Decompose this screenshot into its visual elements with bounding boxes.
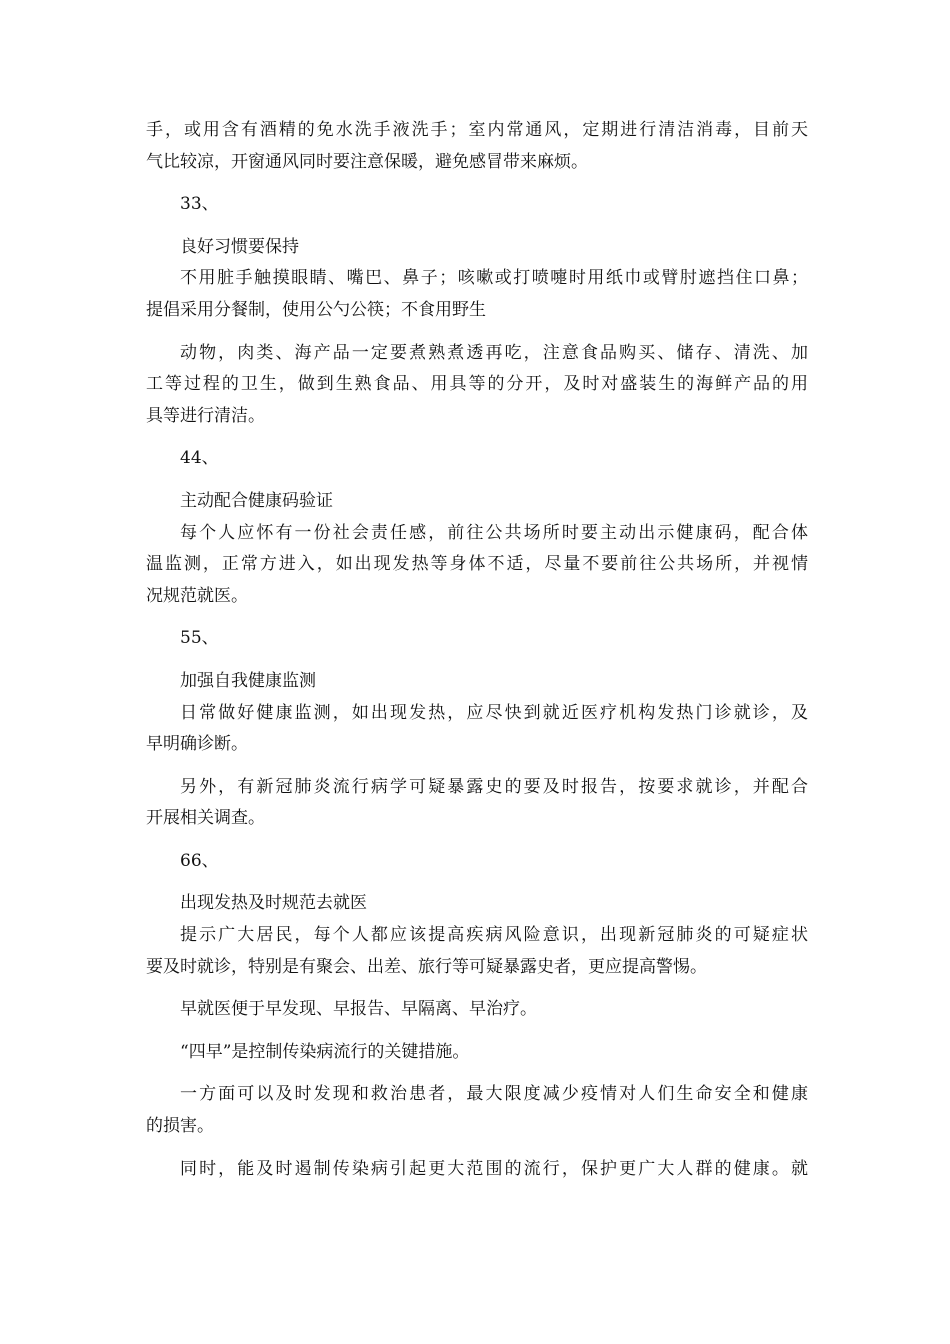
text-line: 不用脏手触摸眼睛、嘴巴、鼻子；咳嗽或打喷嚏时用纸巾或臂肘遮挡住口鼻； (180, 268, 808, 289)
text-line: “四早”是控制传染病流行的关键措施。 (180, 1041, 470, 1062)
text-line: 温监测，正常方进入，如出现发热等身体不适，尽量不要前往公共场所，并视情 (146, 554, 808, 575)
section-number: 55、 (180, 628, 219, 649)
text-line: 提示广大居民，每个人都应该提高疾病风险意识，出现新冠肺炎的可疑症状 (180, 925, 808, 946)
text-line: 气比较凉，开窗通风同时要注意保暖，避免感冒带来麻烦。 (146, 151, 588, 172)
text-line: 早就医便于早发现、早报告、早隔离、早治疗。 (180, 999, 537, 1020)
section-heading: 加强自我健康监测 (180, 670, 316, 691)
text-line: 具等进行清洁。 (146, 405, 265, 426)
text-line: 每个人应怀有一份社会责任感，前往公共场所时要主动出示健康码，配合体 (180, 522, 808, 543)
text-line: 同时，能及时遏制传染病引起更大范围的流行，保护更广大人群的健康。就 (180, 1158, 808, 1179)
text-line: 手，或用含有酒精的免水洗手液洗手；室内常通风，定期进行清洁消毒，目前天 (146, 120, 808, 140)
section-number: 66、 (180, 850, 219, 871)
text-line: 动物，肉类、海产品一定要煮熟煮透再吃，注意食品购买、储存、清洗、加 (180, 342, 808, 363)
section-heading: 良好习惯要保持 (180, 236, 299, 257)
text-line: 提倡采用分餐制，使用公勺公筷；不食用野生 (146, 299, 486, 320)
text-line: 况规范就医。 (146, 585, 248, 606)
document-body (146, 115, 808, 1185)
section-number: 44、 (180, 448, 219, 469)
text-line: 早明确诊断。 (146, 734, 248, 755)
section-heading: 主动配合健康码验证 (180, 490, 333, 511)
text-line: 工等过程的卫生，做到生熟食品、用具等的分开，及时对盛装生的海鲜产品的用 (146, 374, 808, 395)
text-line: 另外，有新冠肺炎流行病学可疑暴露史的要及时报告，按要求就诊，并配合 (180, 776, 808, 797)
text-line: 的损害。 (146, 1116, 214, 1137)
text-line: 要及时就诊，特别是有聚会、出差、旅行等可疑暴露史者，更应提高警惕。 (146, 956, 707, 977)
text-line: 日常做好健康监测，如出现发热，应尽快到就近医疗机构发热门诊就诊，及 (180, 702, 808, 723)
text-line: 一方面可以及时发现和救治患者，最大限度减少疫情对人们生命安全和健康 (180, 1084, 808, 1105)
text-line: 开展相关调查。 (146, 808, 265, 829)
section-number: 33、 (180, 194, 219, 215)
section-heading: 出现发热及时规范去就医 (180, 893, 367, 914)
